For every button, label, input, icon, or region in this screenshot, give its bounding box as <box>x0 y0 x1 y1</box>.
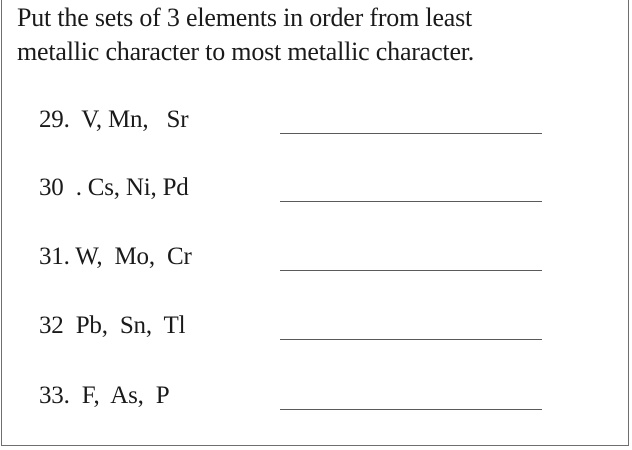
question-text: 31. W, Mo, Cr <box>39 243 192 270</box>
question-33 <box>2 379 630 419</box>
worksheet-box <box>1 0 629 446</box>
question-32 <box>2 309 630 349</box>
question-text: 32 Pb, Sn, Tl <box>39 312 186 339</box>
question-text: 30 . Cs, Ni, Pd <box>39 174 189 201</box>
question-30 <box>2 171 630 211</box>
answer-blank[interactable] <box>280 201 542 202</box>
answer-blank[interactable] <box>280 409 542 410</box>
question-text: 33. F, As, P <box>39 382 170 409</box>
question-31 <box>2 240 630 280</box>
answer-blank[interactable] <box>280 339 542 340</box>
question-text: 29. V, Mn, Sr <box>39 106 189 133</box>
instructions-line-1: Put the sets of 3 elements in order from least <box>17 3 473 32</box>
instructions <box>17 1 617 69</box>
answer-blank[interactable] <box>280 133 542 134</box>
answer-blank[interactable] <box>280 270 542 271</box>
instructions-line-2: metallic character to most metallic character. <box>17 37 475 66</box>
question-29 <box>2 103 630 143</box>
